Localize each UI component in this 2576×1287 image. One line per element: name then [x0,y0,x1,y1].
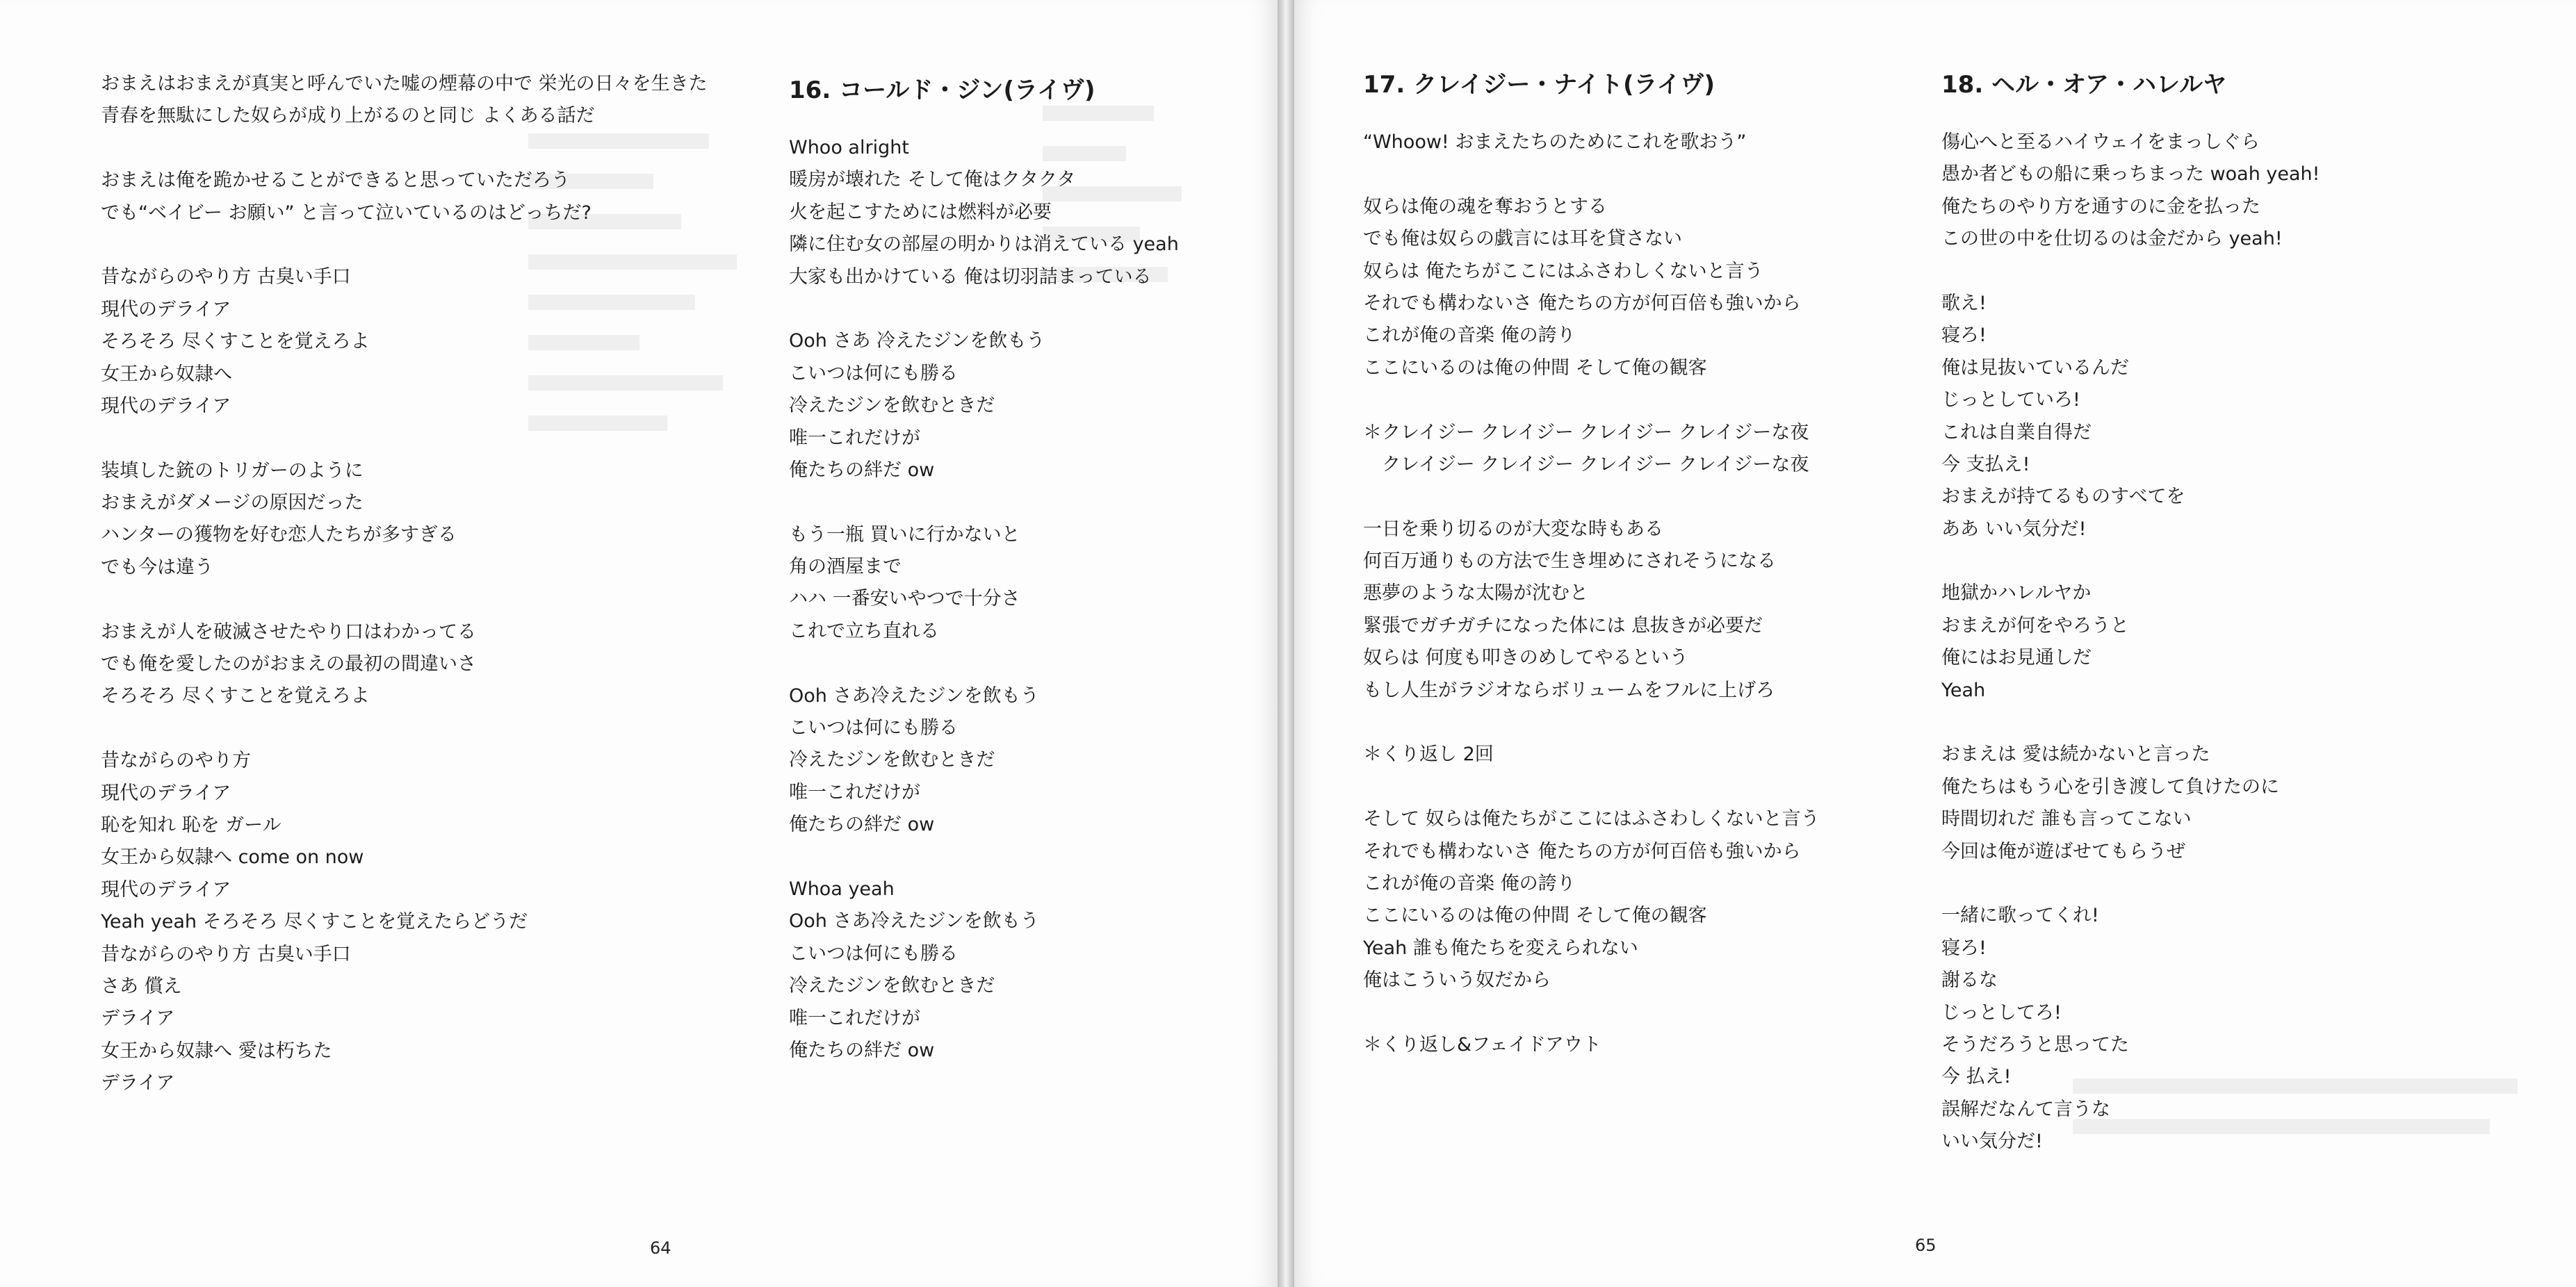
left-page [0,0,1278,1287]
lyric-line: 現代のデライア [101,395,231,417]
stanza-break [789,486,1179,518]
page-number-left: 64 [650,1238,671,1258]
lyric-line: ここにいるのは俺の仲間 そして俺の観客 [1363,356,1707,379]
stanza-break [789,842,1179,874]
lyric-line: 唯一これだけが [789,1007,920,1029]
lyric-line: 奴らは 俺たちがここにはふさわしくないと言う [1363,260,1763,282]
lyric-line: でも俺を愛したのがおまえの最初の間違いさ [101,653,476,675]
lyric-line: 恥を知れ 恥を ガール [101,814,282,836]
lyric-line: 現代のデライア [101,878,231,901]
lyric-line: じっとしていろ! [1941,389,2080,411]
lyric-line: いい気分だ! [1941,1131,2043,1153]
lyric-line: おまえがダメージの原因だった [101,492,364,514]
lyric-line: ＊くり返し&フェイドアウト [1363,1033,1601,1056]
lyric-line: 俺は見抜いているんだ [1941,356,2129,379]
lyric-line: 冷えたジンを飲むときだ [789,975,995,997]
lyric-line: 冷えたジンを飲むときだ [789,749,995,771]
lyric-line: 暖房が壊れた そして俺はクタクタ [789,169,1076,191]
lyric-line: ＊くり返し 2回 [1363,744,1494,766]
lyrics-column-cold-gin [789,68,1179,1067]
stanza-break [789,293,1179,325]
lyric-line: 緊張でガチガチになった体には 息抜きが必要だ [1363,614,1763,637]
lyric-line: 誤解だなんて言うな [1941,1098,2110,1120]
lyric-line: おまえが持てるものすべてを [1941,486,2185,508]
lyric-line: おまえが人を破滅させたやり口はわかってる [101,621,476,643]
lyric-line: 今回は俺が遊ばせてもらうぜ [1941,840,2185,862]
lyric-line: これが俺の音楽 俺の誇り [1363,325,1576,347]
lyric-line: 奴らは俺の魂を奪おうとする [1363,195,1607,218]
lyric-line: 冷えたジンを飲むときだ [789,395,995,417]
lyric-line: じっとしてろ! [1941,1001,2062,1024]
lyric-line: 俺たちの絆だ ow [789,459,935,481]
lyric-line: 昔ながらのやり方 古臭い手口 [101,943,351,965]
lyric-line: 昔ながらのやり方 古臭い手口 [101,266,351,288]
song-title-crazy-nights: 17. クレイジー・ナイト(ライヴ) [1363,71,1715,99]
stanza-break [101,229,708,261]
book-gutter [1278,0,1294,1287]
stanza-break [1363,384,1820,416]
lyric-line: 何百万通りもの方法で生き埋めにされそうになる [1363,550,1776,573]
stanza-break [1363,481,1820,513]
lyric-line: それでも構わないさ 俺たちの方が何百倍も強いから [1363,292,1801,314]
stanza-break [1363,707,1820,739]
lyric-line: 一日を乗り切るのが大変な時もある [1363,518,1663,540]
stanza-break [1941,868,2320,900]
stanza-break [789,648,1179,680]
lyric-line: こいつは何にも勝る [789,362,958,384]
stanza-break [101,133,708,165]
stanza-break [101,713,708,745]
lyric-line: Ooh さあ 冷えたジンを飲もう [789,330,1045,352]
lyric-line: 俺たちの絆だ ow [789,814,935,836]
right-page [1294,0,2576,1287]
lyric-line: 隣に住む女の部屋の明かりは消えている yeah [789,233,1179,256]
lyric-line: 火を起こすためには燃料が必要 [789,201,1052,223]
stanza-break [1363,771,1820,803]
lyric-line: 唯一これだけが [789,427,920,449]
lyric-line: デライア [101,1072,175,1095]
lyric-line: 昔ながらのやり方 [101,750,251,772]
stanza-break [1941,256,2320,288]
lyric-line: 現代のデライア [101,782,231,804]
lyric-line: でも俺は奴らの戯言には耳を貸さない [1363,228,1682,250]
lyric-line: そろそろ 尽くすことを覚えろよ [101,331,370,353]
lyric-line: でも今は違う [101,556,213,578]
lyric-line: 青春を無駄にした奴らが成り上がるのと同じ よくある話だ [101,105,595,127]
lyric-line: さあ 償え [101,975,182,997]
lyric-line: ここにいるのは俺の仲間 そして俺の観客 [1363,905,1707,927]
stanza-break [1363,158,1820,190]
lyric-line: 角の酒屋まで [789,556,902,578]
lyric-line: 女王から奴隷へ come on now [101,846,364,869]
lyric-line: 歌え! [1941,292,1987,314]
lyric-line: それでも構わないさ 俺たちの方が何百倍も強いから [1363,840,1801,862]
lyric-line: 寝ろ! [1941,325,1987,347]
lyric-line: Whoa yeah [789,878,895,900]
lyric-line: こいつは何にも勝る [789,717,958,739]
lyric-line: 俺にはお見通しだ [1941,647,2092,669]
lyric-line: 俺たちのやり方を通すのに金を払った [1941,195,2260,218]
lyric-line: ああ いい気分だ! [1941,518,2087,540]
stanza-break [1363,997,1820,1029]
lyric-line: これが俺の音楽 俺の誇り [1363,872,1576,894]
lyric-line: そして 奴らは俺たちがここにはふさわしくないと言う [1363,808,1820,830]
lyric-line: 大家も出かけている 俺は切羽詰まっている [789,265,1152,288]
lyric-line: ハハ 一番安いやつで十分さ [789,588,1020,610]
lyric-line: 奴らは 何度も叩きのめしてやるという [1363,647,1688,669]
lyric-line: こいつは何にも勝る [789,942,958,965]
song-title-hell-or-hallelujah: 18. ヘル・オア・ハレルヤ [1941,71,2227,99]
lyric-line: おまえは 愛は続かないと言った [1941,744,2210,766]
lyric-line: クレイジー クレイジー クレイジー クレイジーな夜 [1363,453,1809,475]
lyric-line: “Whoow! おまえたちのためにこれを歌おう” [1363,131,1747,153]
lyric-line: 現代のデライア [101,298,231,320]
lyric-line: 女王から奴隷へ 愛は朽ちた [101,1040,332,1062]
lyric-line: 俺たちの絆だ ow [789,1039,935,1061]
lyric-line: 今 支払え! [1941,453,2030,475]
lyric-line: 愚か者どもの船に乗っちまった woah yeah! [1941,163,2320,186]
song-title-cold-gin: 16. コールド・ジン(ライヴ) [789,76,1095,104]
lyric-line: 俺たちはもう心を引き渡して負けたのに [1941,776,2279,798]
lyric-line: 俺はこういう奴だから [1363,969,1551,992]
lyric-line: Ooh さあ冷えたジンを飲もう [789,910,1039,933]
lyric-line: Yeah 誰も俺たちを変えられない [1363,937,1638,959]
lyric-line: おまえはおまえが真実と呼んでいた嘘の煙幕の中で 栄光の日々を生きた [101,73,708,95]
stanza-break [1941,707,2320,739]
lyric-line: Ooh さあ冷えたジンを飲もう [789,685,1039,707]
lyric-line: この世の中を仕切るのは金だから yeah! [1941,228,2283,250]
lyric-line: デライア [101,1008,175,1030]
lyric-line: 傷心へと至るハイウェイをまっしぐら [1941,131,2260,153]
lyric-line: 装填した銃のトリガーのように [101,459,364,482]
lyric-line: でも“ベイビー お願い” と言って泣いているのはどっちだ? [101,202,592,224]
lyric-line: 時間切れだ 誰も言ってこない [1941,808,2192,830]
lyric-line: Whoo alright [789,137,909,158]
lyric-line: Yeah yeah そろそろ 尽くすことを覚えたらどうだ [101,911,528,933]
lyric-line: 地獄かハレルヤか [1941,582,2092,605]
lyrics-column-crazy-nights [1363,63,1820,1061]
lyrics-column-hell-or-hallelujah [1941,63,2320,1158]
stanza-break [101,584,708,616]
lyric-line: もう一瓶 買いに行かないと [789,523,1020,546]
lyric-line: これで立ち直れる [789,620,939,642]
lyric-line: 今 払え! [1941,1066,2012,1088]
lyric-line: おまえは俺を跪かせることができると思っていただろう [101,170,570,192]
lyric-line: ハンターの獲物を好む恋人たちが多すぎる [101,524,457,546]
lyric-line: もし人生がラジオならボリュームをフルに上げろ [1363,679,1775,701]
lyric-line: Yeah [1941,679,1986,701]
lyric-line: 謝るな [1941,969,1998,992]
lyric-line: これは自業自得だ [1941,421,2092,443]
lyric-line: 寝ろ! [1941,937,1987,959]
lyric-line: おまえが何をやろうと [1941,614,2129,637]
lyrics-column-left-continued [101,68,708,1100]
lyric-line: 唯一これだけが [789,781,920,803]
lyric-line: 悪夢のような太陽が沈むと [1363,582,1588,605]
lyric-line: そうだろうと思ってた [1941,1033,2129,1056]
lyric-line: 女王から奴隷へ [101,363,232,385]
stanza-break [1941,546,2320,577]
lyric-line: ＊クレイジー クレイジー クレイジー クレイジーな夜 [1363,421,1809,443]
lyric-line: 一緒に歌ってくれ! [1941,905,2099,927]
page-number-right: 65 [1915,1236,1937,1255]
stanza-break [101,423,708,454]
lyric-line: そろそろ 尽くすことを覚えろよ [101,685,370,707]
